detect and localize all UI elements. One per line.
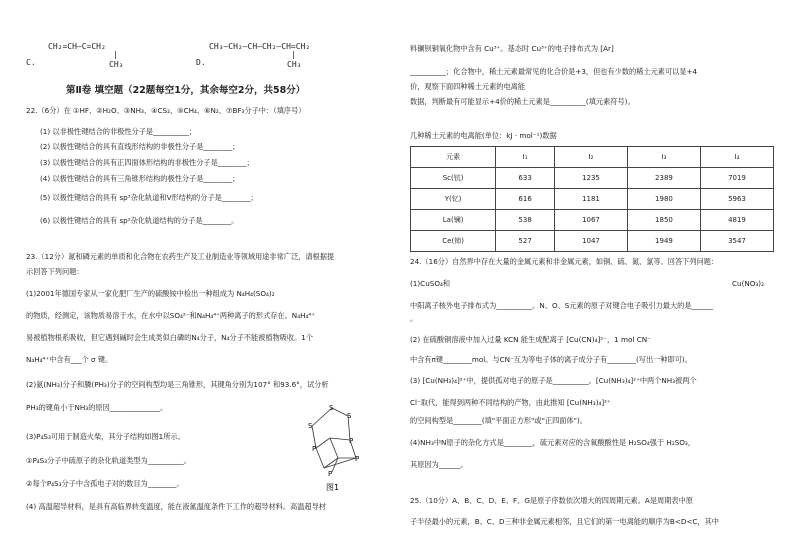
table-cell: 538: [496, 210, 555, 231]
q24-stem: 24.（16分）自然界中存在大量的金属元素和非金属元素，如铜、硫、氮、氯等。回答下列问题：: [410, 257, 719, 266]
table-cell: 5963: [700, 189, 773, 210]
atom-p-bottom: P: [328, 470, 333, 478]
q23-part4-line2: 料镧钡铜氧化物中含有 Cu³⁺。基态时 Cu³⁺的电子排布式为 [Ar]: [410, 44, 614, 53]
atom-p-lower-right: P: [355, 455, 360, 463]
table-row: [411, 189, 774, 210]
table-cell: 1181: [554, 189, 627, 210]
figure-1-label: 图1: [326, 483, 340, 492]
table-header-row: [411, 147, 774, 168]
q23-stem-line1: 23.（12分）氮和磷元素的单质和化合物在农药生产及工业制造业等领域用途非常广泛，请根据提: [26, 252, 335, 261]
table-cell: 1850: [627, 210, 700, 231]
q23-part1-line1: (1)2001年德国专家从一家化肥厂生产的硫酸铵中检出一种组成为 N₄H₄(SO₄)₂: [26, 289, 275, 298]
table-cell: 1067: [554, 210, 627, 231]
option-c-bond: |: [113, 50, 118, 59]
left-column: [26, 0, 392, 560]
atom-p-right: P: [349, 437, 354, 445]
option-d-bond: |: [291, 50, 296, 59]
option-d-branch: CH₃: [287, 60, 302, 69]
option-c-branch: CH₃: [109, 60, 124, 69]
q25-line2: 子半径最小的元素，B、C、D三种非金属元素相邻，且它们的第一电离能的顺序为B<D<C，其中: [410, 517, 719, 526]
q24-part1-line2: 中阳离子核外电子排布式为__________。N、O、S元素的原子对键合电子吸引力最大的是______: [410, 301, 714, 310]
q24-part2-line1: (2) 在硫酸铜溶液中加入过量 KCN 能生成配离子 [Cu(CN)₄]²⁻，1 mol CN⁻: [410, 335, 651, 344]
q24-part4-line1: (4)NH₃中N原子的杂化方式是________，硫元素对应的含氧酸酸性是 H₂SO₄强于 H₂SO₃，: [410, 438, 696, 447]
q23-part2-line1: (2)氨(NH₃)分子和膦(PH₃)分子的空间构型均是三角锥形，其键角分别为107° 和93.6°，试分析: [26, 380, 329, 389]
table-row: [411, 168, 774, 189]
ionization-table-caption: 几种稀土元素的电离能(单位：kJ · mol⁻¹)数据: [410, 131, 557, 140]
table-cell: 2389: [627, 168, 700, 189]
q23-part2-line2: PH₃的键角小于NH₃的原因______________。: [26, 403, 168, 412]
q23-part4-line5: 数据，判断最有可能显示+4价的稀土元素是__________(填元素符号)。: [410, 97, 635, 106]
table-cell: 633: [496, 168, 555, 189]
table-header-cell: I₄: [700, 147, 773, 168]
table-row: [411, 210, 774, 231]
q23-part1-line4: N₄H₄⁴⁺中含有___个 σ 键。: [26, 355, 113, 364]
option-d-letter: D.: [196, 58, 206, 67]
table-header-cell: I₃: [627, 147, 700, 168]
q22-stem: 22.（6分）在 ①HF、②H₂O、③NH₃、④CS₂、⑤CH₄、⑥N₂、⑦BF₃分子中：（填序号）: [26, 106, 306, 115]
table-cell: 1980: [627, 189, 700, 210]
q22-item-6: (6) 以极性键结合的具有 sp²杂化轨道结构的分子是________。: [40, 216, 239, 225]
table-row: [411, 231, 774, 252]
atom-s-left: S: [308, 422, 313, 430]
ionization-energy-table: [410, 146, 774, 252]
right-column: [410, 0, 774, 560]
q23-part3-line3: ②每个P₄S₃分子中含孤电子对的数目为________。: [26, 479, 184, 488]
q22-item-1: (1) 以非极性键结合的非极性分子是__________；: [40, 127, 197, 136]
q22-item-4: (4) 以极性键结合的具有三角锥形结构的极性分子是________；: [40, 174, 240, 183]
q24-part4-line2: 其原因为______。: [410, 460, 468, 469]
q22-item-2: (2) 以极性键结合的具有直线形结构的非极性分子是________；: [40, 142, 240, 151]
q22-item-5: (5) 以极性键结合的具有 sp³杂化轨道和V形结构的分子是________；: [40, 193, 258, 202]
q23-part4-line1: (4) 高温超导材料，是具有高临界转变温度，能在液氮温度条件下工作的超导材料。高温超导材: [26, 502, 326, 511]
table-cell: Y(钇): [411, 189, 496, 210]
table-cell: Sc(钪): [411, 168, 496, 189]
p4s3-structure-figure: [296, 400, 376, 492]
atom-s-top: S: [329, 404, 334, 412]
table-header-cell: 元素: [411, 147, 496, 168]
table-cell: La(镧): [411, 210, 496, 231]
table-header-cell: I₁: [496, 147, 555, 168]
q24-part1-formula: Cu(NO₃)₂: [732, 279, 764, 288]
table-cell: 527: [496, 231, 555, 252]
q24-part1-line1: (1)CuSO₄和: [410, 279, 451, 288]
q22-item-3: (3) 以极性键结合的具有正四面体形结构的非极性分子是________；: [40, 158, 254, 167]
q23-part4-line4: 价，观察下面四种稀土元素的电离能: [410, 82, 526, 91]
section-title: 第Ⅱ卷 填空题（22题每空1分，其余每空2分，共58分）: [66, 85, 306, 96]
q24-part1-line3: 。: [410, 314, 418, 323]
table-cell: 4819: [700, 210, 773, 231]
q23-part4-line3: __________；化合物中，稀土元素最常见的化合价是+3，但也有少数的稀土元素可以显+4: [410, 67, 698, 76]
q23-part1-line3: 易被植物根系吸收，但它遇到碱时会生成类似白磷的N₄分子，N₄分子不能被植物吸收。1个: [26, 333, 314, 342]
table-cell: 7019: [700, 168, 773, 189]
q23-part3-line2: ①P₄S₃分子中硫原子的杂化轨道类型为__________。: [26, 456, 191, 465]
table-cell: 1235: [554, 168, 627, 189]
q25-line1: 25.（10分）A、B、C、D、E、F、G是原子序数依次增大的四周期元素。A是周期表中原: [410, 496, 693, 505]
q23-part1-line2: 的物质，经测定，该物质易溶于水，在水中以SO₄²⁻和N₄H₄⁴⁺两种离子的形式存在。N₄H₄⁴⁺: [26, 311, 316, 320]
q24-part3-line2: Cl⁻取代，能得到两种不同结构的产物，由此推知 [Cu(NH₃)₄]²⁺: [410, 398, 611, 407]
q24-part3-line3: 的空间构型是________(填"平面正方形"或"正四面体")。: [410, 416, 587, 425]
table-cell: 1949: [627, 231, 700, 252]
table-cell: 616: [496, 189, 555, 210]
q23-stem-line2: 示回答下列问题：: [26, 267, 84, 276]
option-c-formula: CH₂=CH—C=CH₂: [48, 42, 106, 51]
q24-part3-line1: (3) [Cu(NH₃)₄]²⁺中，提供孤对电子的原子是__________。[Cu(NH₃)₄]²⁺中两个NH₃被两个: [410, 376, 697, 385]
table-cell: 3547: [700, 231, 773, 252]
option-c-letter: C.: [26, 58, 36, 67]
q24-part2-line2: 中含有π键________mol。与CN⁻互为等电子体的离子成分子有________(写出一种即可)。: [410, 355, 692, 364]
atom-s-right: S: [347, 412, 352, 420]
atom-p-left: P: [312, 445, 317, 453]
q23-part3-line1: (3)P₄S₃可用于制造火柴，其分子结构如图1所示。: [26, 432, 185, 441]
table-cell: Ce(铈): [411, 231, 496, 252]
table-header-cell: I₂: [554, 147, 627, 168]
option-d-formula: CH₃—CH₂—CH—CH₂—CH=CH₂: [209, 42, 311, 51]
table-cell: 1047: [554, 231, 627, 252]
